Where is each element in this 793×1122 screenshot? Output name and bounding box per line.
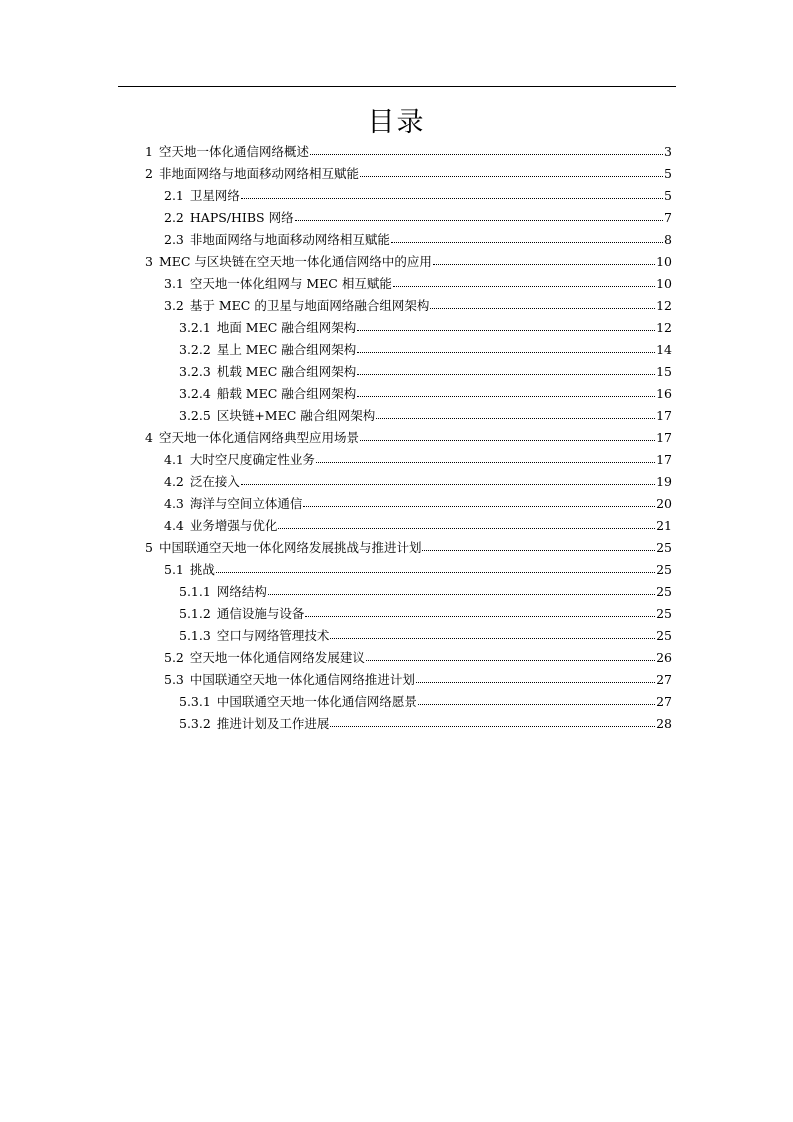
toc-entry-number: 5.3: [164, 672, 184, 687]
toc-entry-title: 非地面网络与地面移动网络相互赋能: [189, 232, 390, 247]
toc-entry-number: 5.1.2: [179, 606, 211, 621]
toc-dot-leader: [330, 725, 655, 727]
toc-entry[interactable]: [145, 405, 672, 427]
toc-entry-number: 1: [145, 144, 153, 159]
toc-dot-leader: [268, 593, 655, 595]
toc-entry-page-number: 25: [656, 584, 672, 599]
toc-entry-number: 5.3.2: [179, 716, 211, 731]
toc-entry[interactable]: [145, 317, 672, 339]
toc-entry-number: 5: [145, 540, 153, 555]
toc-entry[interactable]: [145, 207, 672, 229]
toc-entry[interactable]: [145, 515, 672, 537]
toc-dot-leader: [330, 637, 655, 639]
toc-entry-page-number: 5: [664, 166, 672, 181]
toc-entry-title: 海洋与空间立体通信: [189, 496, 303, 511]
toc-entry-title: 空天地一体化组网与 MEC 相互赋能: [189, 276, 392, 291]
toc-entry-number: 3.2.2: [179, 342, 211, 357]
toc-entry-number: 5.3.1: [179, 694, 211, 709]
toc-entry-page-number: 25: [656, 628, 672, 643]
toc-entry-title: 推进计划及工作进展: [216, 716, 330, 731]
toc-entry[interactable]: [145, 691, 672, 713]
toc-entry-title: HAPS/HIBS 网络: [189, 210, 294, 225]
toc-entry[interactable]: [145, 185, 672, 207]
toc-entry-page-number: 27: [656, 694, 672, 709]
toc-entry[interactable]: [145, 603, 672, 625]
toc-entry[interactable]: [145, 251, 672, 273]
toc-entry-number: 3.2.3: [179, 364, 211, 379]
toc-dot-leader: [303, 505, 655, 507]
toc-entry-page-number: 10: [656, 276, 672, 291]
toc-entry-page-number: 17: [656, 408, 672, 423]
toc-entry-page-number: 28: [656, 716, 672, 731]
toc-entry[interactable]: [145, 449, 672, 471]
toc-entry-number: 5.2: [164, 650, 184, 665]
toc-entry-page-number: 15: [656, 364, 672, 379]
toc-entry[interactable]: [145, 339, 672, 361]
toc-entry-page-number: 3: [664, 144, 672, 159]
toc-entry-number: 3.2: [164, 298, 184, 313]
toc-entry[interactable]: [145, 141, 672, 163]
toc-dot-leader: [357, 351, 655, 353]
toc-entry-title: 非地面网络与地面移动网络相互赋能: [158, 166, 359, 181]
toc-entry-number: 5.1.1: [179, 584, 211, 599]
toc-entry[interactable]: [145, 647, 672, 669]
toc-entry-number: 2.1: [164, 188, 184, 203]
toc-entry-title: 中国联通空天地一体化通信网络推进计划: [189, 672, 415, 687]
toc-dot-leader: [357, 395, 655, 397]
toc-entry-title: 挑战: [189, 562, 215, 577]
toc-dot-leader: [295, 219, 663, 221]
toc-entry-page-number: 5: [664, 188, 672, 203]
toc-entry-number: 5.1: [164, 562, 184, 577]
toc-entry-title: 地面 MEC 融合组网架构: [216, 320, 357, 335]
toc-dot-leader: [216, 571, 655, 573]
toc-dot-leader: [357, 373, 655, 375]
toc-dot-leader: [357, 329, 655, 331]
toc-entry-title: 星上 MEC 融合组网架构: [216, 342, 357, 357]
toc-dot-leader: [391, 241, 663, 243]
toc-entry-title: 空口与网络管理技术: [216, 628, 330, 643]
toc-entry-title: 网络结构: [216, 584, 267, 599]
toc-entry[interactable]: [145, 713, 672, 735]
toc-entry[interactable]: [145, 581, 672, 603]
toc-dot-leader: [418, 703, 655, 705]
toc-entry-number: 4: [145, 430, 153, 445]
toc-dot-leader: [422, 549, 655, 551]
toc-entry-title: 中国联通空天地一体化通信网络愿景: [216, 694, 417, 709]
toc-entry-page-number: 21: [656, 518, 672, 533]
toc-entry-title: 基于 MEC 的卫星与地面网络融合组网架构: [189, 298, 430, 313]
toc-entry-title: 船载 MEC 融合组网架构: [216, 386, 357, 401]
page-title: 目录: [367, 107, 426, 138]
toc-entry-title: 通信设施与设备: [216, 606, 305, 621]
toc-dot-leader: [316, 461, 655, 463]
toc-dot-leader: [305, 615, 655, 617]
toc-entry-page-number: 14: [656, 342, 672, 357]
toc-dot-leader: [278, 527, 655, 529]
toc-entry-title: 区块链+MEC 融合组网架构: [216, 408, 376, 423]
toc-entry-page-number: 25: [656, 540, 672, 555]
toc-dot-leader: [416, 681, 655, 683]
toc-entry-number: 3.2.1: [179, 320, 211, 335]
toc-dot-leader: [241, 483, 655, 485]
toc-entry-page-number: 25: [656, 606, 672, 621]
toc-entry[interactable]: [145, 383, 672, 405]
toc-entry-page-number: 25: [656, 562, 672, 577]
toc-dot-leader: [433, 263, 655, 265]
toc-entry-number: 2.2: [164, 210, 184, 225]
toc-entry-number: 4.4: [164, 518, 184, 533]
toc-dot-leader: [430, 307, 655, 309]
toc-entry[interactable]: [145, 471, 672, 493]
header-rule: [118, 86, 676, 87]
toc-entry-number: 4.2: [164, 474, 184, 489]
toc-dot-leader: [393, 285, 655, 287]
toc-entry-number: 4.1: [164, 452, 184, 467]
toc-entry[interactable]: [145, 493, 672, 515]
toc-entry-title: 泛在接入: [189, 474, 240, 489]
toc-entry-page-number: 12: [656, 320, 672, 335]
toc-entry-number: 4.3: [164, 496, 184, 511]
toc-dot-leader: [366, 659, 655, 661]
toc-entry-title: 业务增强与优化: [189, 518, 278, 533]
toc-dot-leader: [360, 175, 663, 177]
toc-entry-page-number: 16: [656, 386, 672, 401]
toc-entry[interactable]: [145, 163, 672, 185]
toc-entry-title: 卫星网络: [189, 188, 240, 203]
toc-entry-title: 空天地一体化通信网络概述: [158, 144, 309, 159]
toc-entry-page-number: 19: [656, 474, 672, 489]
toc-entry-page-number: 26: [656, 650, 672, 665]
toc-entry-page-number: 17: [656, 430, 672, 445]
toc-entry-number: 2: [145, 166, 153, 181]
toc-entry-number: 3.1: [164, 276, 184, 291]
toc-entry-number: 3: [145, 254, 153, 269]
toc-entry-page-number: 8: [664, 232, 672, 247]
toc-entry-title: 机载 MEC 融合组网架构: [216, 364, 357, 379]
toc-entry[interactable]: [145, 295, 672, 317]
toc-entry-page-number: 20: [656, 496, 672, 511]
toc-dot-leader: [376, 417, 655, 419]
table-of-contents: [145, 141, 672, 735]
toc-dot-leader: [360, 439, 655, 441]
toc-entry-number: 3.2.4: [179, 386, 211, 401]
toc-entry-title: 空天地一体化通信网络发展建议: [189, 650, 365, 665]
toc-dot-leader: [310, 153, 663, 155]
toc-entry[interactable]: [145, 229, 672, 251]
toc-entry-number: 2.3: [164, 232, 184, 247]
toc-entry-page-number: 10: [656, 254, 672, 269]
toc-dot-leader: [241, 197, 663, 199]
toc-entry-page-number: 17: [656, 452, 672, 467]
toc-entry[interactable]: [145, 537, 672, 559]
toc-entry[interactable]: [145, 361, 672, 383]
toc-entry-number: 3.2.5: [179, 408, 211, 423]
toc-entry[interactable]: [145, 625, 672, 647]
toc-entry-title: 大时空尺度确定性业务: [189, 452, 315, 467]
toc-entry[interactable]: [145, 273, 672, 295]
toc-entry[interactable]: [145, 559, 672, 581]
toc-entry[interactable]: [145, 669, 672, 691]
toc-entry-page-number: 27: [656, 672, 672, 687]
toc-entry-number: 5.1.3: [179, 628, 211, 643]
toc-entry-page-number: 7: [664, 210, 672, 225]
toc-entry-title: 空天地一体化通信网络典型应用场景: [158, 430, 359, 445]
toc-entry[interactable]: [145, 427, 672, 449]
toc-entry-title: MEC 与区块链在空天地一体化通信网络中的应用: [158, 254, 432, 269]
toc-entry-title: 中国联通空天地一体化网络发展挑战与推进计划: [158, 540, 422, 555]
toc-entry-page-number: 12: [656, 298, 672, 313]
